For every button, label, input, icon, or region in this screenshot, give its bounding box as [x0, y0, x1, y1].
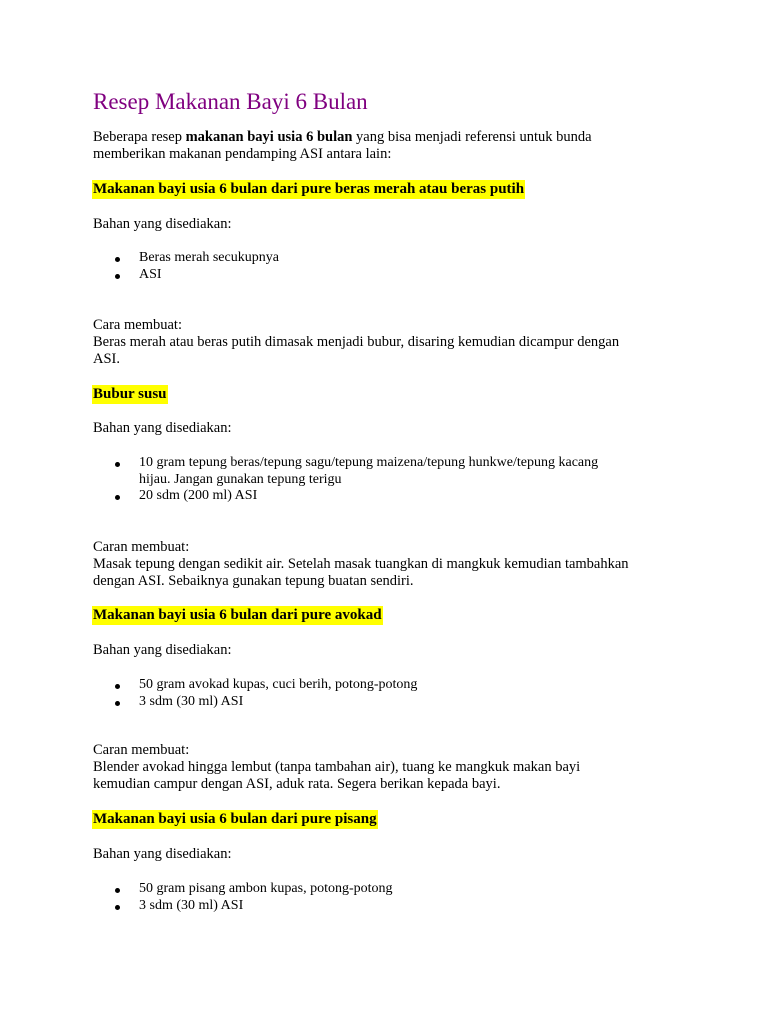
method-text: kemudian campur dengan ASI, aduk rata. Segera berikan kepada bayi. — [93, 776, 501, 792]
section-heading: Makanan bayi usia 6 bulan dari pure beras merah atau beras putih — [93, 181, 525, 197]
ingredient-item: 50 gram avokad kupas, cuci berih, potong-potong — [139, 677, 418, 692]
page-title: Resep Makanan Bayi 6 Bulan — [93, 89, 368, 114]
ingredients-label: Bahan yang disediakan: — [93, 846, 232, 862]
section-heading: Makanan bayi usia 6 bulan dari pure pisang — [93, 811, 377, 827]
method-text: Beras merah atau beras putih dimasak menjadi bubur, disaring kemudian dicampur dengan — [93, 334, 620, 350]
ingredient-item: 20 sdm (200 ml) ASI — [139, 488, 258, 503]
ingredients-label: Bahan yang disediakan: — [93, 642, 232, 658]
bullet-icon — [115, 274, 120, 279]
bullet-icon — [115, 257, 120, 262]
ingredient-item: 50 gram pisang ambon kupas, potong-potong — [139, 881, 393, 896]
method-label: Caran membuat: — [93, 742, 190, 758]
bullet-icon — [115, 888, 120, 893]
bullet-icon — [115, 495, 120, 500]
method-text: ASI. — [93, 351, 120, 367]
bullet-icon — [115, 684, 120, 689]
ingredient-item: 3 sdm (30 ml) ASI — [139, 694, 244, 709]
section-heading: Bubur susu — [93, 386, 167, 402]
intro-text: yang bisa menjadi referensi untuk bunda — [352, 129, 592, 145]
method-label: Cara membuat: — [93, 317, 182, 333]
bullet-icon — [115, 701, 120, 706]
ingredient-item-continued: hijau. Jangan gunakan tepung terigu — [139, 472, 342, 487]
method-text: Blender avokad hingga lembut (tanpa tambahan air), tuang ke mangkuk makan bayi — [93, 759, 581, 775]
method-text: Masak tepung dengan sedikit air. Setelah masak tuangkan di mangkuk kemudian tambahkan — [93, 556, 629, 572]
intro-line-1 — [93, 129, 592, 146]
intro-text: Beberapa resep — [93, 129, 186, 145]
ingredients-label: Bahan yang disediakan: — [93, 420, 232, 436]
intro-line-2: memberikan makanan pendamping ASI antara lain: — [93, 146, 392, 162]
ingredient-item: ASI — [139, 267, 162, 282]
bullet-icon — [115, 905, 120, 910]
section-heading: Makanan bayi usia 6 bulan dari pure avokad — [93, 607, 382, 623]
method-text: dengan ASI. Sebaiknya gunakan tepung buatan sendiri. — [93, 573, 414, 589]
intro-bold-text: makanan bayi usia 6 bulan — [185, 129, 353, 145]
ingredient-item: 3 sdm (30 ml) ASI — [139, 898, 244, 913]
ingredients-label: Bahan yang disediakan: — [93, 216, 232, 232]
ingredient-item: 10 gram tepung beras/tepung sagu/tepung maizena/tepung hunkwe/tepung kacang — [139, 455, 599, 470]
ingredient-item: Beras merah secukupnya — [139, 250, 279, 265]
bullet-icon — [115, 462, 120, 467]
method-label: Caran membuat: — [93, 539, 190, 555]
